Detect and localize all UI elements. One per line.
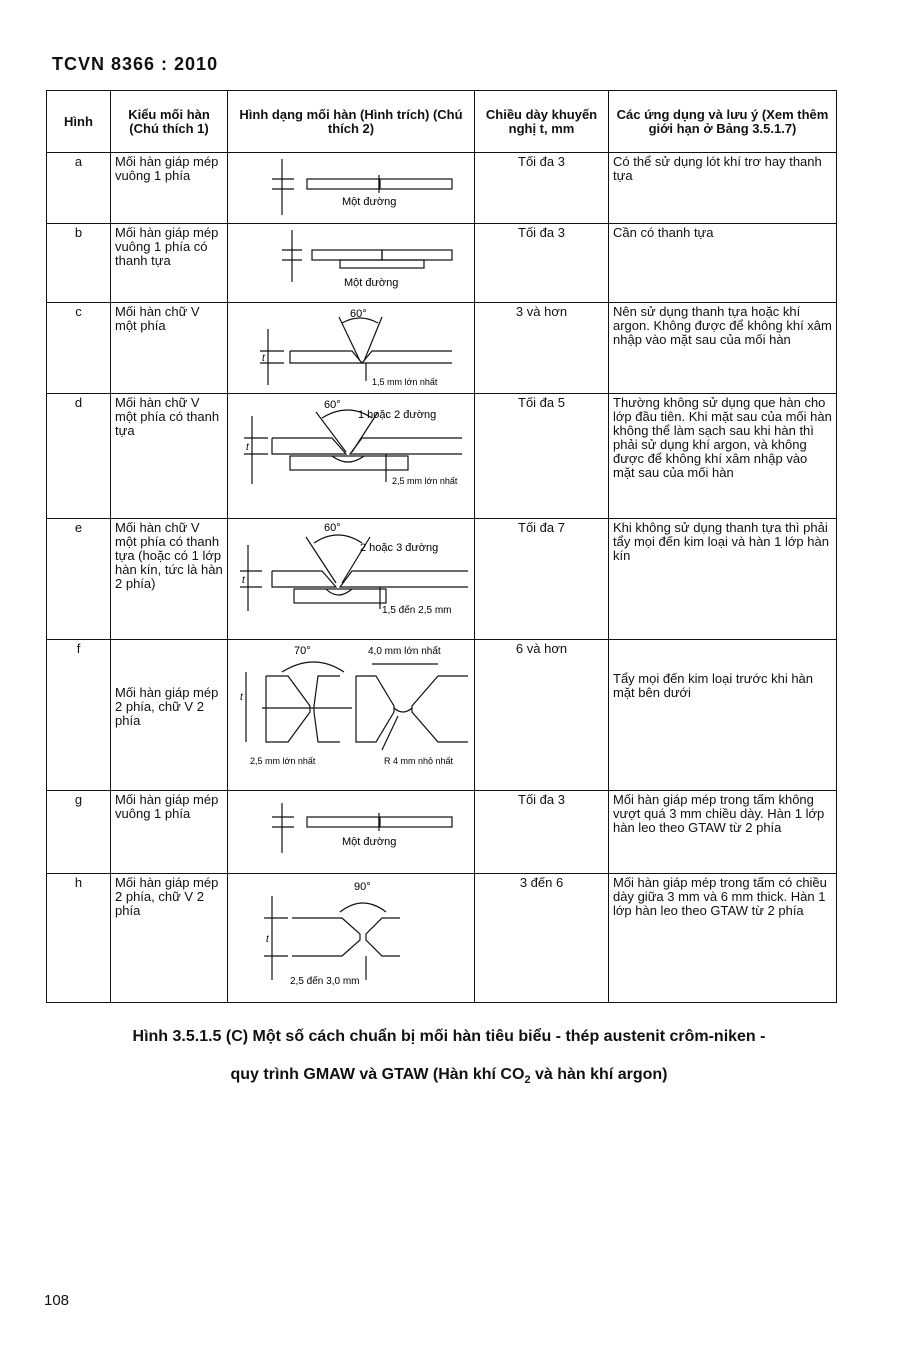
table-row: [47, 224, 837, 303]
table-row: [47, 874, 837, 1003]
table-header-row: [47, 91, 837, 153]
row-note: Cần có thanh tựa: [609, 224, 837, 303]
table-row: [47, 153, 837, 224]
row-type: Mối hàn giáp mép 2 phía, chữ V 2 phía: [111, 874, 228, 1003]
fig-gap-label: 2,5 mm lớn nhất: [250, 756, 316, 766]
row-type: Mối hàn giáp mép vuông 1 phía: [111, 153, 228, 224]
row-note: Thường không sử dụng que hàn cho lớp đầu tiên. Khi mặt sau của mối hàn không thể làm sạch sau khi hàn thì phải sử dụng khí argon, và không được để không khí xâm nhập vào mặt sau của mối hàn: [609, 394, 837, 519]
row-note: Mối hàn giáp mép trong tấm có chiều dày giữa 3 mm và 6 mm thick. Hàn 1 lớp hàn leo theo GTAW từ 2 phía: [609, 874, 837, 1003]
row-note: Có thể sử dụng lót khí trơ hay thanh tựa: [609, 153, 837, 224]
document-header: TCVN 8366 : 2010: [52, 54, 219, 74]
row-id: a: [47, 153, 111, 224]
row-note: Nên sử dụng thanh tựa hoặc khí argon. Không được để không khí xâm nhập vào mặt sau của mối hàn: [609, 303, 837, 394]
figure-caption-line2: [0, 1066, 898, 1086]
row-id: g: [47, 791, 111, 874]
fig-pass-label: Một đường: [342, 196, 397, 208]
row-id: d: [47, 394, 111, 519]
row-figure: [228, 153, 475, 224]
fig-t-label: t: [246, 442, 249, 453]
fig-gap-label: 1,5 mm lớn nhất: [372, 377, 438, 387]
weld-diagram-f: [232, 642, 479, 788]
fig-angle-label: 60°: [350, 308, 367, 320]
table-row: [47, 303, 837, 394]
row-thickness: Tối đa 3: [475, 153, 609, 224]
table-row: [47, 640, 837, 791]
fig-t-label: t: [262, 353, 265, 364]
row-id: c: [47, 303, 111, 394]
caption-subscript: 2: [524, 1074, 531, 1087]
col-header-kieu: Kiểu mối hàn (Chú thích 1): [111, 91, 228, 153]
fig-pass-label: Một đường: [344, 277, 399, 289]
row-note: Tẩy mọi đến kim loại trước khi hàn mặt bên dưới: [609, 640, 837, 791]
row-figure: [228, 640, 475, 791]
col-header-hinh-dang: Hình dạng mối hàn (Hình trích) (Chú thích 2): [228, 91, 475, 153]
fig-pass-label: 2 hoặc 3 đường: [360, 542, 439, 554]
row-id: h: [47, 874, 111, 1003]
fig-t-label: t: [266, 934, 269, 945]
fig-gap-label: 2,5 mm lớn nhất: [392, 476, 458, 486]
row-note: Khi không sử dụng thanh tựa thì phải tẩy mọi đến kim loại và hàn 1 lớp hàn kín: [609, 519, 837, 640]
row-figure: [228, 394, 475, 519]
weld-diagram-e: [232, 521, 479, 637]
row-type: Mối hàn giáp mép 2 phía, chữ V 2 phía: [111, 640, 228, 791]
caption-part-a: quy trình GMAW và GTAW (Hàn khí CO: [230, 1066, 525, 1083]
row-type: Mối hàn chữ V một phía có thanh tựa (hoặc có 1 lớp hàn kín, tức là hàn 2 phía): [111, 519, 228, 640]
weld-diagram-c: [232, 305, 479, 391]
fig-angle-label: 90°: [354, 881, 371, 893]
fig-t-label: t: [242, 575, 245, 586]
fig-pass-label: 1 hoặc 2 đường: [358, 409, 437, 421]
col-header-hinh: Hình: [47, 91, 111, 153]
row-thickness: 3 đến 6: [475, 874, 609, 1003]
fig-gap-label: 2,5 đến 3,0 mm: [290, 976, 360, 987]
row-figure: [228, 791, 475, 874]
weld-diagram-b: [232, 226, 479, 300]
row-type: Mối hàn chữ V một phía: [111, 303, 228, 394]
row-id: b: [47, 224, 111, 303]
row-thickness: 6 và hơn: [475, 640, 609, 791]
row-id: f: [47, 640, 111, 791]
weld-preparation-table: [46, 90, 837, 1003]
row-type: Mối hàn chữ V một phía có thanh tựa: [111, 394, 228, 519]
fig-radius-label: R 4 mm nhỏ nhất: [384, 756, 454, 766]
row-figure: [228, 303, 475, 394]
table-row: [47, 519, 837, 640]
row-thickness: Tối đa 7: [475, 519, 609, 640]
fig-angle-label: 60°: [324, 399, 341, 411]
row-thickness: Tối đa 3: [475, 224, 609, 303]
row-thickness: Tối đa 3: [475, 791, 609, 874]
col-header-ung-dung: Các ứng dụng và lưu ý (Xem thêm giới hạn ở Bảng 3.5.1.7): [609, 91, 837, 153]
row-figure: [228, 874, 475, 1003]
row-figure: [228, 519, 475, 640]
caption-part-b: và hàn khí argon): [530, 1066, 668, 1083]
fig-angle-label: 70°: [294, 645, 311, 657]
row-id: e: [47, 519, 111, 640]
fig-opening-label: 4,0 mm lớn nhất: [368, 646, 441, 657]
fig-t-label: t: [240, 692, 243, 703]
col-header-chieu-day: Chiều dày khuyến nghị t, mm: [475, 91, 609, 153]
row-thickness: Tối đa 5: [475, 394, 609, 519]
weld-diagram-a: [232, 155, 479, 221]
row-type: Mối hàn giáp mép vuông 1 phía: [111, 791, 228, 874]
weld-diagram-g: [232, 793, 479, 871]
weld-diagram-d: [232, 396, 479, 516]
row-note: Mối hàn giáp mép trong tấm không vượt quá 3 mm chiều dày. Hàn 1 lớp hàn leo theo GTAW từ 2 phía: [609, 791, 837, 874]
row-type: Mối hàn giáp mép vuông 1 phía có thanh tựa: [111, 224, 228, 303]
table-row: [47, 791, 837, 874]
fig-gap-label: 1,5 đến 2,5 mm: [382, 605, 452, 616]
fig-pass-label: Một đường: [342, 836, 397, 848]
page-number: 108: [44, 1292, 70, 1309]
fig-angle-label: 60°: [324, 522, 341, 534]
table-row: [47, 394, 837, 519]
row-thickness: 3 và hơn: [475, 303, 609, 394]
figure-caption-line1: Hình 3.5.1.5 (C) Một số cách chuẩn bị mối hàn tiêu biểu - thép austenit crôm-niken -: [132, 1028, 766, 1045]
row-figure: [228, 224, 475, 303]
weld-diagram-h: [232, 876, 479, 1000]
